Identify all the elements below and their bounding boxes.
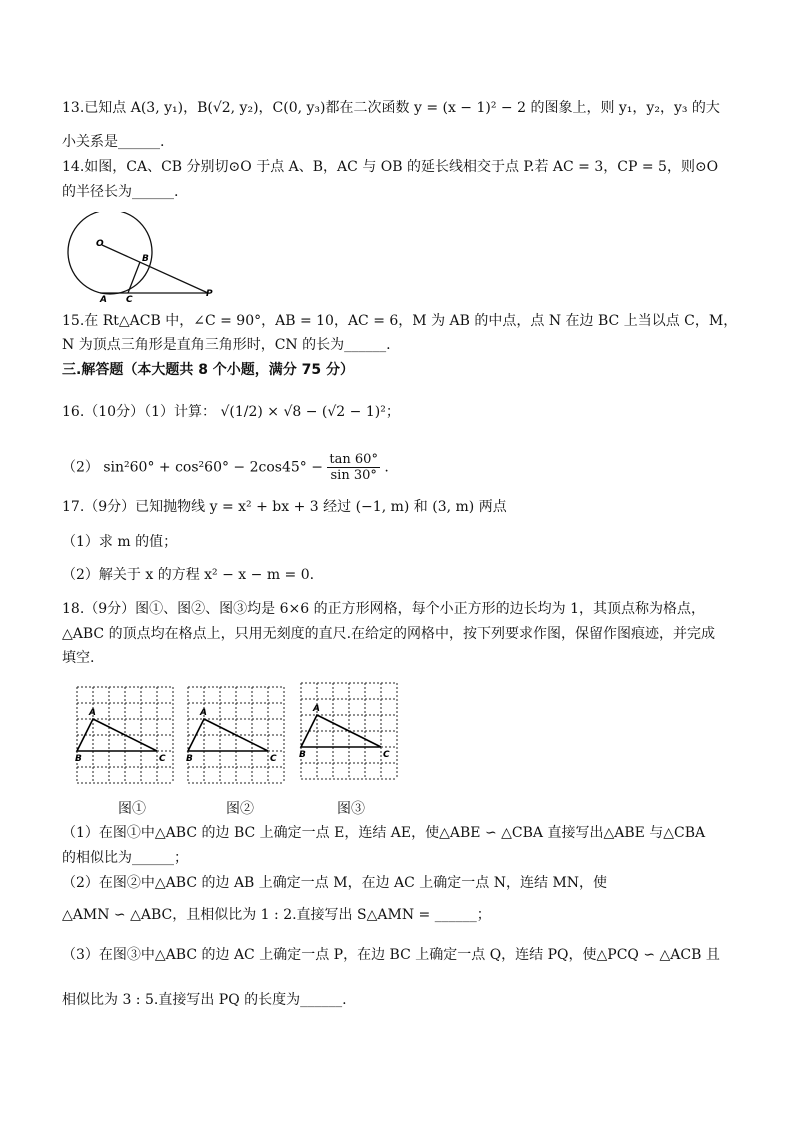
label-p: P: [206, 289, 213, 299]
label-a: A: [313, 704, 320, 714]
line-cb: [128, 262, 140, 293]
label-c: C: [159, 754, 166, 764]
label-b: B: [75, 754, 82, 764]
label-a: A: [100, 295, 107, 304]
q17-line3: （2）解关于 x 的方程 x² − x − m = 0.: [62, 567, 315, 583]
label-b: B: [142, 254, 149, 264]
caption-fig1: 图①: [118, 801, 146, 817]
label-c: C: [383, 750, 390, 760]
q16-line2-end: .: [384, 459, 389, 476]
section3-title: 三.解答题（本大题共 8 个小题，满分 75 分）: [62, 362, 355, 378]
caption-fig3: 图③: [337, 801, 365, 817]
q17-line1: 17.（9分）已知抛物线 y = x² + bx + 3 经过 (−1, m) 和 (3, m) 两点: [62, 499, 507, 515]
label-c: C: [270, 754, 277, 764]
label-b: B: [186, 754, 193, 764]
q16-line2-pre: （2） sin²60° + cos²60° − 2cos45° −: [62, 459, 323, 476]
circle-o: [68, 212, 152, 294]
q18-p1-line1: （1）在图①中△ABC 的边 BC 上确定一点 E，连结 AE，使△ABE ∽ △CBA 直接写出△ABE 与△CBA: [62, 825, 706, 841]
q18-line1: 18.（9分）图①、图②、图③均是 6×6 的正方形网格，每个小正方形的边长均为 1，其顶点称为格点，: [62, 601, 705, 617]
q18-line3: 填空.: [62, 650, 95, 666]
line-op: [102, 245, 208, 293]
caption-fig2: 图②: [226, 801, 254, 817]
label-a: A: [200, 708, 207, 718]
q15-line2: N 为顶点三角形是直角三角形时，CN 的长为______.: [62, 337, 391, 353]
q14-line1: 14.如图，CA、CB 分别切⊙O 于点 A、B，AC 与 OB 的延长线相交于点 P.若 AC = 3，CP = 5，则⊙O: [62, 159, 719, 175]
q16-line1-pre: 16.（10分）（1）计算：: [62, 404, 216, 420]
q18-grid-figure-2: [185, 684, 287, 786]
q16-frac-num: tan 60°: [329, 452, 378, 467]
q16-line2: [62, 452, 389, 483]
q18-p3-line1: （3）在图③中△ABC 的边 AC 上确定一点 P，在边 BC 上确定一点 Q，连结 PQ，使△PCQ ∽ △ACB 且: [62, 947, 720, 963]
q18-p2-line2: △AMN ∽ △ABC，且相似比为 1 : 2.直接写出 S△AMN = ______；: [62, 907, 491, 923]
q17-line2: （1）求 m 的值；: [62, 534, 178, 550]
q16-fraction: [327, 452, 380, 483]
q13-line2: 小关系是______.: [62, 134, 165, 150]
q18-grid-figure-3: [298, 680, 402, 784]
q18-p1-line2: 的相似比为______；: [62, 850, 188, 866]
q14-line2: 的半径长为______.: [62, 184, 179, 200]
q18-p3-line2: 相似比为 3 : 5.直接写出 PQ 的长度为______.: [62, 992, 347, 1008]
q13-line1: 13.已知点 A(3, y₁)，B(√2, y₂)，C(0, y₃)都在二次函数 y = (x − 1)² − 2 的图象上，则 y₁，y₂，y₃ 的大: [62, 100, 720, 116]
label-o: O: [96, 239, 104, 249]
label-a: A: [89, 708, 96, 718]
label-c: C: [126, 295, 133, 304]
q16-line1-expr: √(1/2) × √8 − (√2 − 1)²；: [220, 404, 400, 420]
q15-line1: 15.在 Rt△ACB 中，∠C = 90°，AB = 10，AC = 6，M 为 AB 的中点，点 N 在边 BC 上当以点 C，M，: [62, 313, 738, 329]
q18-grid-figure-1: [74, 684, 176, 786]
q18-line2: △ABC 的顶点均在格点上，只用无刻度的直尺.在给定的网格中，按下列要求作图，保留作图痕迹，并完成: [62, 626, 716, 642]
q14-figure: [60, 212, 220, 304]
label-b: B: [299, 750, 306, 760]
q18-p2-line1: （2）在图②中△ABC 的边 AB 上确定一点 M，在边 AC 上确定一点 N，连结 MN，使: [62, 875, 608, 891]
q16-line1: [62, 402, 400, 422]
q16-frac-den: sin 30°: [330, 468, 377, 483]
